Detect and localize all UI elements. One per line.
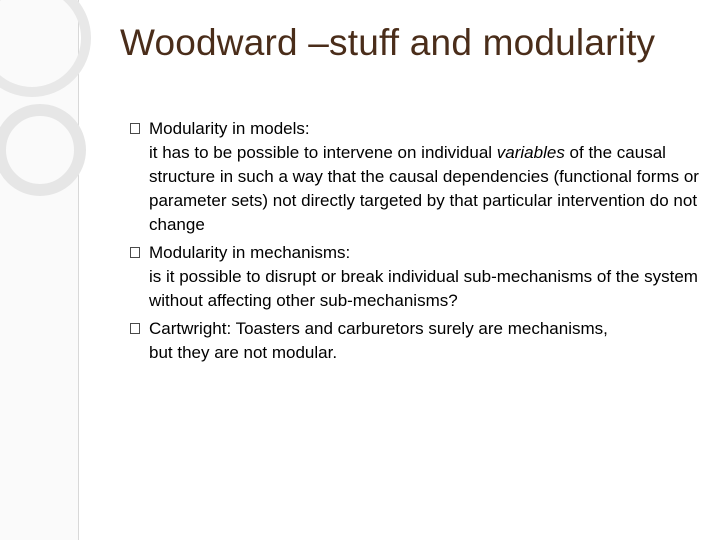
bullet-body-text: it has to be possible to intervene on individual xyxy=(149,143,497,162)
square-bullet-icon xyxy=(130,247,140,258)
bullet-body: but they are not modular. xyxy=(149,343,338,362)
bullet-body xyxy=(149,141,705,237)
bullet-item-modularity-in-mechanisms xyxy=(130,241,705,313)
bullet-body: is it possible to disrupt or break individual sub-mechanisms of the system without affecting other sub-mechanisms? xyxy=(149,267,698,310)
square-bullet-icon xyxy=(130,323,140,334)
square-bullet-icon xyxy=(130,123,140,134)
bullet-item-cartwright xyxy=(130,317,705,365)
bullet-item-modularity-in-models xyxy=(130,117,705,237)
bullet-body-emphasis: variables xyxy=(496,143,565,162)
bullet-body-text: of the causal structure in such a way that the causal dependencies (functional forms or parameter sets) not directly targeted by that particular intervention do not change xyxy=(149,143,699,234)
slide-title: Woodward –stuff and modularity xyxy=(120,22,656,63)
decorative-rings-icon xyxy=(0,0,140,220)
bullet-heading: Modularity in mechanisms: xyxy=(149,243,351,262)
bullet-heading: Modularity in models: xyxy=(149,119,310,138)
bullet-list xyxy=(130,117,705,369)
bullet-heading: Cartwright: Toasters and carburetors surely are mechanisms, xyxy=(149,319,608,338)
